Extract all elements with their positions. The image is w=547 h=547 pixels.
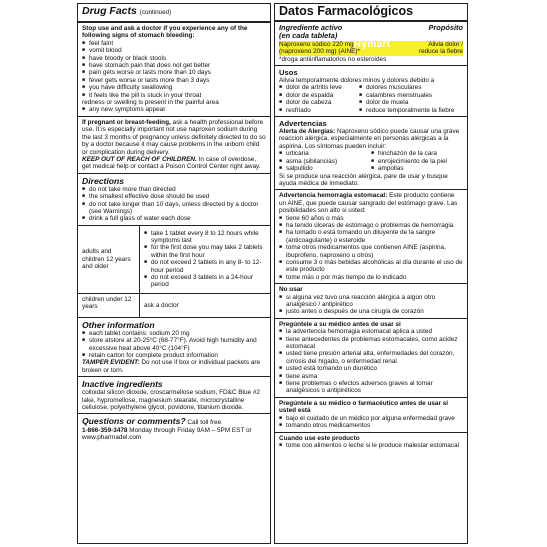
allergy-body: Naproxeno sódico puede causar una grave reaccion alérgica, especialmente en personas alérgicas a la aspirina. Los síntomas pueden incluir: — [279, 128, 460, 150]
allergy-tail: Si se produce una reacción alérgica, pare de usar y busque ayuda médica de inmediato. — [279, 172, 448, 187]
list-item: ■ each tablet contains: sodium 20 mg — [82, 330, 266, 337]
ingredient-name: (naproxeno 200 mg) (AINE)* — [279, 48, 360, 56]
other-information-heading: Other information — [82, 319, 155, 330]
stop-use-list — [82, 40, 266, 99]
table-row — [78, 226, 270, 294]
directions-section — [78, 174, 270, 318]
list-item: ■ si alguna vez tuvo una reacción alérgica a algún otro analgésico / antipirético — [279, 294, 463, 309]
list-item: ■ retain carton for complete product information — [82, 352, 266, 359]
keep-out-bold: KEEP OUT OF REACH OF CHILDREN. — [82, 155, 197, 163]
drug-facts-title — [78, 4, 270, 23]
list-item: ■ have stomach pain that does not get better — [82, 62, 266, 69]
list-item: ■ take 1 tablet every 8 to 12 hours while symptoms last — [144, 230, 266, 245]
list-item: ■ dolores musculares — [359, 84, 463, 91]
questions-line — [82, 416, 266, 426]
allergy-list-2 — [371, 150, 463, 172]
stop-use-tail: redness or swelling is present in the painful area — [82, 99, 219, 107]
age-group-cell: children under 12 years — [78, 294, 140, 317]
list-item: ■ tome con alimentos o leche si le produce malestar estomacal — [279, 442, 463, 449]
list-item: ■ ha tenido úlceras de estómago o problemas de hemorragia — [279, 222, 463, 229]
title-continued: (continued) — [139, 9, 172, 16]
ask-doctor-list — [279, 328, 463, 395]
datos-title: Datos Farmacológicos — [275, 4, 467, 22]
ingredient-purpose: Alivia dolor / — [428, 40, 463, 48]
allergy-text — [279, 128, 463, 150]
list-item: ■ tome más o por más tiempo de lo indicado — [279, 274, 463, 281]
ai-footnote: *droga antiinflamatorios no esteroides — [279, 55, 387, 63]
dose-cell — [140, 226, 270, 293]
usos-heading: Usos — [279, 68, 298, 78]
pregnancy-body: ask a health professional before use. It is especially important not use naproxen sodium during the last 3 months of pregnancy unless definitely directed to do so by a doctor because it may cause problems in the unborn child or complication during delivery. — [82, 118, 266, 156]
list-item: ■ for the first dose you may take 2 tablets within the first hour — [144, 244, 266, 259]
stop-use-section — [78, 23, 270, 117]
list-item: ■ it feels like the pill is stuck in your throat — [82, 92, 266, 99]
list-item: ■ consume 3 o más bebidas alcohólicas al día durante el uso de este producto — [279, 259, 463, 274]
directions-heading: Directions — [82, 175, 125, 186]
cuando-list — [279, 442, 463, 449]
dose-cell: ask a doctor — [144, 301, 179, 309]
list-item: ■ asma (sibilancias) — [279, 158, 371, 165]
allergy-columns — [279, 150, 463, 172]
per-tablet-label: (en cada tableta) — [279, 31, 338, 41]
list-item: ■ resfriado — [279, 107, 359, 114]
allergy-list-1 — [279, 150, 371, 172]
questions-contact — [82, 427, 266, 442]
list-item: ■ have bloody or black stools — [82, 55, 266, 62]
no-usar-section — [275, 284, 467, 319]
watermark-logo: Rymart — [354, 38, 391, 50]
list-item: ■ you have difficulty swallowing — [82, 84, 266, 91]
inactive-ingredients-text: colloidal silicon dioxide, croscarmellose sodium, FD&C Blue #2 lake, hypromellose, magnesium stearate, microcrystalline cellulose, polyethylene glycol, povidone, titanium dioxide. — [82, 389, 260, 411]
list-item: ■ enrojecimiento de la piel — [371, 158, 463, 165]
tamper-bold: TAMPER EVIDENT: — [82, 359, 140, 367]
list-item: ■ usted está tomando un diurético — [279, 365, 463, 372]
stop-use-heading: Stop use and ask a doctor if you experience any of the following signs of stomach bleeding: — [82, 25, 248, 40]
list-item: ■ justo antes o después de una cirugía de corazón — [279, 308, 463, 315]
usos-text: Alivia temporalmente dolores minos y dolores debido a — [279, 77, 435, 85]
stomach-bleeding-section — [275, 190, 467, 284]
other-information-list — [82, 330, 266, 360]
pregnancy-bold: If pregnant or breast-feeding, — [82, 118, 171, 126]
highlight-band — [279, 38, 463, 56]
questions-heading: Questions or comments? — [82, 416, 186, 427]
datos-farmacologicos-panel — [274, 3, 468, 544]
ask-doctor-section — [275, 319, 467, 398]
list-item: ■ toma otros medicamentos que contienen AINE (aspirina, ibuprofeno, naproxeno u otros) — [279, 244, 463, 259]
list-item: ■ reduce temporalmente la fiebre — [359, 107, 463, 114]
list-item: ■ tiene 60 años o más — [279, 215, 463, 222]
ingredient-purpose: reduce la fiebre — [418, 48, 463, 56]
pregnancy-text — [82, 119, 266, 156]
purpose-label: Propósito — [428, 23, 463, 32]
list-item: ■ do not take more than directed — [82, 186, 266, 193]
no-usar-heading: No usar — [279, 286, 303, 294]
bleeding-bold: Advertencia hemorragia estomacal: — [279, 192, 388, 200]
list-item: ■ tomando otros medicamentos — [279, 422, 463, 429]
list-item: ■ hinchazón de la cara — [371, 150, 463, 157]
questions-call: Call toll free — [187, 419, 222, 427]
advertencias-section — [275, 117, 467, 190]
bleeding-list — [279, 215, 463, 282]
usos-list-1 — [279, 84, 359, 114]
ask-doctor-heading: Pregúntele a su médico antes de usar si — [279, 320, 401, 328]
tamper-body: Do not use if box or individual packets are broken or torn. — [82, 359, 261, 374]
cuando-section — [275, 433, 467, 452]
list-item: ■ drink a full glass of water each dose — [82, 215, 266, 222]
list-item: ■ tiene antecedentes de problemas estomacales, como acidez estomacal — [279, 336, 463, 351]
list-item: ■ ampollas — [371, 165, 463, 172]
active-ingredient-section — [275, 22, 467, 66]
list-item: ■ calambres menstruales — [359, 92, 463, 99]
pregnancy-section — [78, 117, 270, 174]
list-item: ■ the smallest effective dose should be used — [82, 193, 266, 200]
list-item: ■ pain gets worse or lasts more than 10 days — [82, 69, 266, 76]
cuando-heading: Cuando use este producto — [279, 434, 360, 442]
no-usar-list — [279, 294, 463, 316]
active-ingredient-label: Ingrediente activo — [279, 23, 343, 32]
list-item: ■ feel faint — [82, 40, 266, 47]
list-item: ■ tiene problemas o efectos adversos graves al tomar analgésicos o antipiréticos — [279, 380, 463, 395]
keep-out-body: In case of overdose, get medical help or contact a Poison Control Center right away. — [82, 155, 261, 171]
list-item: ■ store atstore at 20-25°C (68-77°F). Avoid high humidity and excessive heat above 40°C (104°F) — [82, 337, 266, 352]
list-item: ■ dolor de artritis leve — [279, 84, 359, 91]
list-item: ■ bajo el cuidado de un médico por alguna enfermedad grave — [279, 415, 463, 422]
list-item: ■ dolor de muela — [359, 99, 463, 106]
phone-number: 1-866-359-3478 — [82, 426, 128, 434]
usos-columns — [279, 84, 463, 114]
inactive-ingredients-heading: Inactive ingredients — [82, 379, 163, 390]
list-item: ■ dolor de espalda — [279, 92, 359, 99]
drug-facts-panel — [77, 3, 271, 544]
inactive-ingredients-section — [78, 377, 270, 414]
stop-use-list-tail — [82, 106, 266, 113]
usos-section — [275, 66, 467, 117]
tamper-text — [82, 359, 266, 374]
keep-out-text — [82, 156, 266, 171]
title-text: Drug Facts — [82, 5, 137, 17]
directions-table — [78, 225, 270, 317]
list-item: ■ any new symptoms appear — [82, 106, 266, 113]
list-item: ■ do not exceed 3 tablets in a 24-hour period — [144, 274, 266, 289]
bleeding-text — [279, 192, 463, 214]
questions-hours: Monday through Friday 9AM – 5PM EST or www.pharmadel.com — [82, 426, 252, 442]
other-information-section — [78, 318, 270, 377]
list-item: ■ fever gets worse or lasts more than 3 days — [82, 77, 266, 84]
list-item: ■ salpullido — [279, 165, 371, 172]
advertencias-heading: Advertencias — [279, 119, 327, 129]
dose-list — [144, 230, 266, 289]
list-item: ■ do not exceed 2 tablets in any 8- to 12-hour period — [144, 259, 266, 274]
allergy-bold: Alerta de Alergias: — [279, 128, 336, 136]
list-item: ■ tiene asma — [279, 373, 463, 380]
list-item: ■ usted tiene presión arterial alta, enfermedades del corazón, cirrosis del hígado, o enfermedad renal — [279, 350, 463, 365]
directions-list — [82, 186, 266, 223]
ask-pharmacist-section — [275, 398, 467, 433]
usos-list-2 — [359, 84, 463, 114]
ask-pharmacist-list — [279, 415, 463, 430]
list-item: ■ la advertencia hemorragia estomacal aplica a usted — [279, 328, 463, 335]
ask-pharmacist-heading: Pregúntele a su médico o farmacéutico antes de usar si usted está — [279, 399, 449, 415]
bleeding-body: Este producto contiene un AINE, que puede causar sangrado del estómago grave. Las posibilidades son alto si usted: — [279, 192, 458, 215]
list-item: ■ do not take longer than 10 days, unless directed by a doctor (see Warnings) — [82, 201, 266, 216]
age-group-cell: adults and children 12 years and older — [78, 226, 140, 293]
table-row — [78, 294, 270, 317]
list-item: ■ dolor de cabeza — [279, 99, 359, 106]
list-item: ■ urticaria — [279, 150, 371, 157]
questions-section — [78, 414, 270, 443]
list-item: ■ vomit blood — [82, 47, 266, 54]
list-item: ■ ha tomado o está tomando un diluyente de la sangre (anticoagulante) o esteroide — [279, 229, 463, 244]
ingredient-name: Naproxeno sódico 220 mg — [279, 40, 354, 48]
